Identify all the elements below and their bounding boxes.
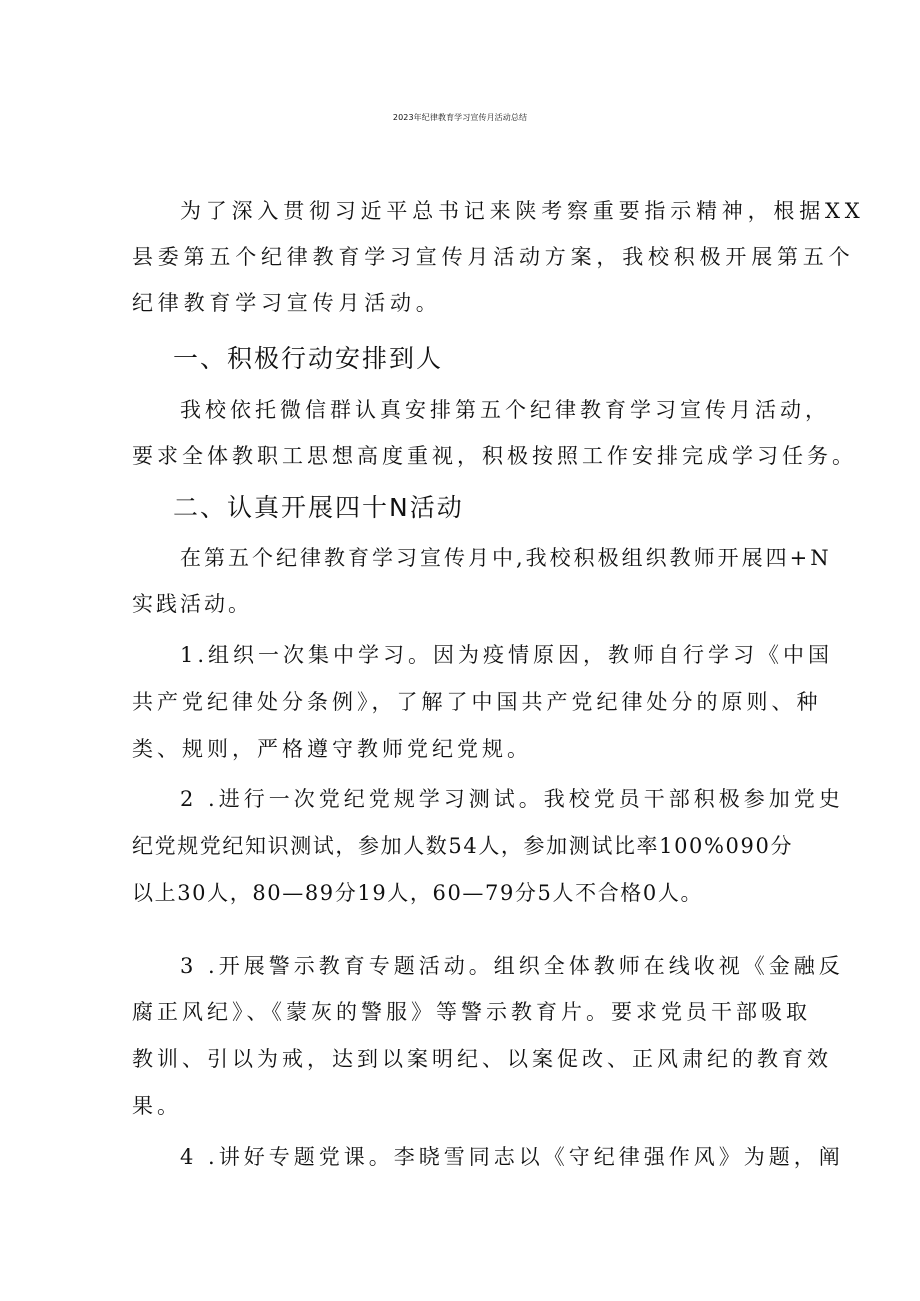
item3-line-3: 教训、引以为戒，达到以案明纪、以案促改、正风肃纪的教育效 — [132, 1047, 832, 1071]
section1-line-2: 要求全体教职工思想高度重视，积极按照工作安排完成学习任务。 — [132, 444, 857, 468]
section2-heading: 二、认真开展四十N活动 — [173, 493, 464, 522]
intro-line-1: 为了深入贯彻习近平总书记来陕考察重要指示精神，根据XX — [180, 199, 865, 223]
item3-line-2: 腐正风纪》、《蒙灰的警服》等警示教育片。要求党员干部吸取 — [132, 1000, 811, 1024]
item1-line-2: 共产党纪律处分条例》，了解了中国共产党纪律处分的原则、种 — [132, 690, 822, 714]
intro-line-2: 县委第五个纪律教育学习宣传月活动方案，我校积极开展第五个 — [132, 245, 855, 269]
document-title: 2023年纪律教育学习宣传月活动总结 — [392, 113, 528, 122]
intro-line-3: 纪律教育学习宣传月活动。 — [132, 291, 442, 315]
item4-line-1: 4 .讲好专题党课。李晓雪同志以《守纪律强作风》为题，阐 — [180, 1145, 844, 1169]
item3-line-1: 3 .开展警示教育专题活动。组织全体教师在线收视《金融反 — [180, 954, 844, 978]
item2-line-1: 2 .进行一次党纪党规学习测试。我校党员干部积极参加党史 — [180, 787, 844, 811]
item1-line-1: 1.组织一次集中学习。因为疫情原因，教师自行学习《中国 — [180, 643, 834, 667]
section1-heading: 一、积极行动安排到人 — [173, 344, 444, 373]
item1-line-3: 类、规则，严格遵守教师党纪党规。 — [132, 737, 532, 761]
section2-line-1: 在第五个纪律教育学习宣传月中,我校积极组织教师开展四+N — [180, 546, 832, 570]
section2-line-2: 实践活动。 — [132, 592, 252, 616]
section1-line-1: 我校依托微信群认真安排第五个纪律教育学习宣传月活动， — [180, 398, 830, 422]
item2-line-2: 纪党规党纪知识测试，参加人数54人，参加测试比率100%090分 — [132, 834, 794, 858]
item3-line-4: 果。 — [132, 1094, 182, 1118]
item2-line-3: 以上30人，80—89分19人，60—79分5人不合格0人。 — [132, 881, 704, 905]
